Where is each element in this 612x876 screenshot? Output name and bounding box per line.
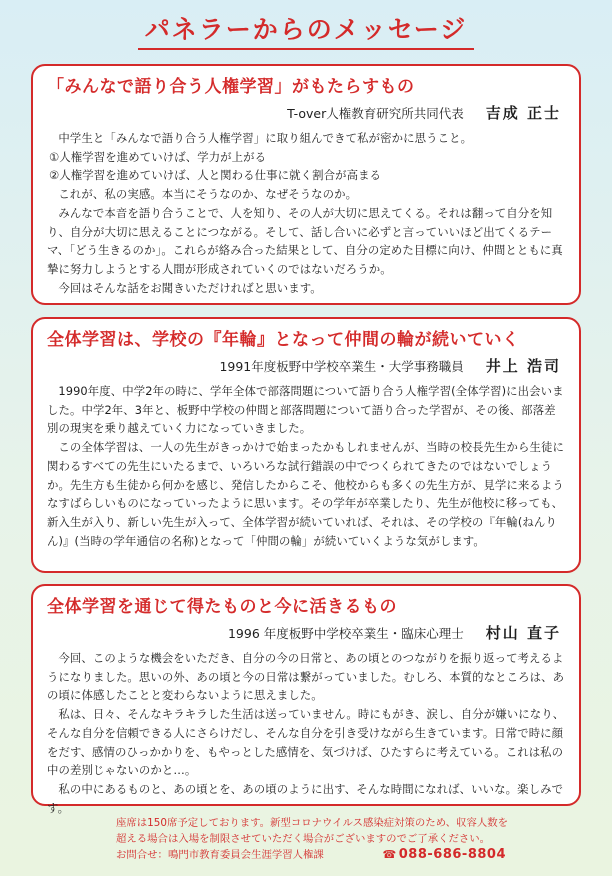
- paragraph: 1990年度、中学2年の時に、学年全体で部落問題について語り合う人権学習(全体学習)に出会いました。中学2年、3年と、板野中学校の仲間と部落問題について語り合った学習が、その後、部落差別の現実を乗り越えていく力になっていきました。: [47, 384, 564, 436]
- contact-row: [116, 847, 506, 863]
- speaker-name: 吉成 正士: [485, 104, 561, 122]
- byline: [47, 102, 561, 123]
- paragraph: 中学生と「みんなで語り合う人権学習」に取り組んできて私が密かに思うこと。: [58, 131, 473, 145]
- message-card-murayama: [31, 584, 581, 815]
- paragraph: 私の中にあるものと、あの頃とを、あの頃のように出す、そんな時間になれば、いいな。楽しみです。: [47, 781, 564, 815]
- paragraph: みんなで本音を語り合うことで、人を知り、その人が大切に思えてくる。それは翻って自分を知り、自分が大切に思えることにつながる。そして、話し合いに必ずと言っていいほど出てくるテーマ、「どう生きるのか」。これらが絡み合った結果として、自分の定めた目標に向け、仲間とともに真摯に努力しようとする人間が形成されていくのではないだろうか。: [47, 205, 563, 276]
- contact-label: お問合せ：鳴門市教育委員会生涯学習人権課: [116, 849, 324, 861]
- seating-notice-line: 超える場合は入場を制限させていただく場合がございますのでご了承ください。: [116, 833, 491, 845]
- section-heading: 「みんなで語り合う人権学習」がもたらすもの: [47, 77, 415, 97]
- paragraph: この全体学習は、一人の先生がきっかけで始まったかもしれませんが、当時の校長先生から生徒に関わるすべての先生にいたるまで、いろいろな試行錯誤の中でつくられてきたのではないでしょうか。先生方も生徒から何かを感じ、発信したからこそ、他校からも多くの先生方が、見学に来るようなすばらしいものになっていったように思います。その学年が卒業したり、先生が他校に移っても、新入生が入り、新しい先生が入って、全体学習が続いていれば、それは、その学校の『年輪(ねんりん)』(当時の学年通信の名称)となって「仲間の輪」が続いていくような気がします。: [47, 440, 564, 548]
- section-heading: 全体学習を通じて得たものと今に活きるもの: [47, 597, 397, 617]
- seating-notice-line: 座席は150席予定しております。新型コロナウイルス感染症対策のため、収容人数を: [116, 817, 509, 829]
- title-underline: [138, 48, 474, 50]
- phone-icon: ☎: [382, 848, 397, 861]
- speaker-affiliation: 1996 年度板野中学校卒業生・臨床心理士: [227, 626, 464, 641]
- page-title: パネラーからのメッセージ: [144, 15, 468, 44]
- byline: [47, 355, 561, 376]
- paragraph: 今回はそんな話をお聞きいただければと思います。: [58, 280, 322, 295]
- speaker-affiliation: 1991年度板野中学校卒業生・大学事務職員: [219, 359, 464, 374]
- message-body: [47, 129, 565, 297]
- paragraph: 今回、このような機会をいただき、自分の今の日常と、あの頃とのつながりを振り返って考えるようになりました。思いの外、あの頃と今の日常は繋がっていました。むしろ、本質的なところは、あの頃に体感したことと変わらないように思えました。: [47, 651, 565, 703]
- message-body: [47, 649, 565, 817]
- paragraph: 私は、日々、そんなキラキラした生活は送っていません。時にもがき、涙し、自分が嫌いになり、そんな自分を信頼できる人にさらけだし、そんな自分を引き受けながら生きています。日常で時に顔をだす、感情のひっかかりを、もやっとした感情を、気づけば、ひたすらに考えている。これは私の中の差別じゃないのかと…。: [47, 707, 565, 778]
- list-item: ②人権学習を進めていけば、人と関わる仕事に就く割合が高まる: [49, 168, 382, 183]
- phone-number: [383, 847, 506, 863]
- speaker-name: 井上 浩司: [485, 357, 561, 375]
- speaker-name: 村山 直子: [485, 624, 561, 642]
- phone-text: 088-686-8804: [398, 847, 506, 862]
- speaker-affiliation: T-over人権教育研究所共同代表: [287, 106, 464, 121]
- footer-notice: [116, 815, 509, 863]
- message-card-yoshinari: [31, 64, 581, 305]
- message-body: [47, 382, 565, 550]
- message-card-inoue: [31, 317, 581, 573]
- list-item: ①人権学習を進めていけば、学力が上がる: [49, 149, 267, 164]
- paragraph: これが、私の実感。本当にそうなのか、なぜそうなのか。: [58, 187, 358, 202]
- section-heading: 全体学習は、学校の『年輪』となって仲間の輪が続いていく: [47, 330, 520, 350]
- byline: [47, 622, 561, 643]
